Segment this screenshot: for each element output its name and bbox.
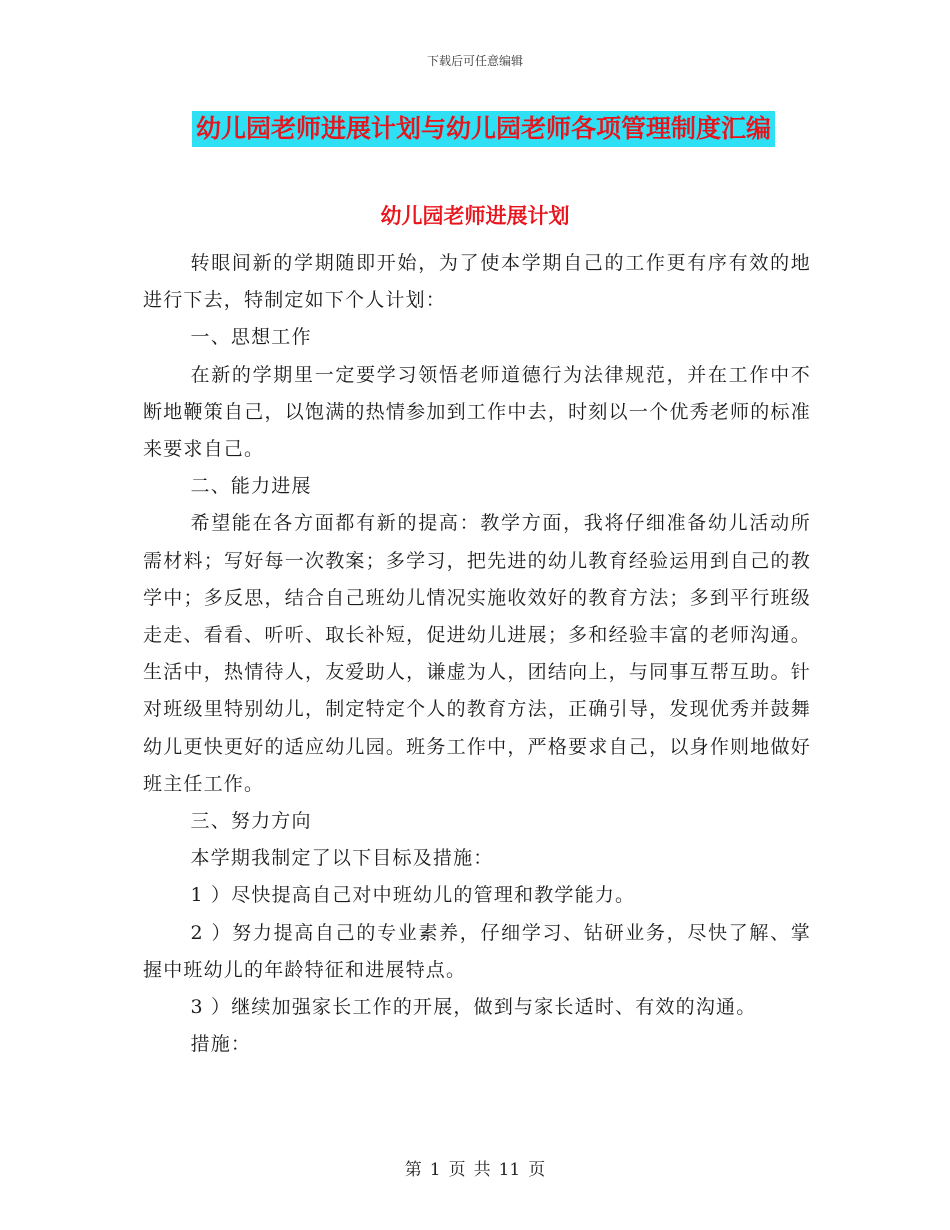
heading-direction: 三、努力方向 [190,810,312,833]
footer-page-word: 页 [448,1160,466,1180]
paragraph-ideology: 在新的学期里一定要学习领悟老师道德行为法律规范，并在工作中不断地鞭策自己，以饱满的热情参加到工作中去，时刻以一个优秀老师的标准来要求自己。 [143,363,811,461]
list-item-goal-1: 1 ）尽快提高自己对中班幼儿的管理和教学能力。 [190,884,636,907]
header-note: 下载后可任意编辑 [426,54,523,68]
page-footer [0,1155,950,1180]
footer-suffix: 页 [528,1160,546,1180]
heading-measures: 措施： [190,1033,252,1056]
list-item-goal-2: 2 ）努力提高自己的专业素养，仔细学习、钻研业务，尽快了解、掌握中班幼儿的年龄特征和进展特点。 [143,921,811,981]
heading-ideology: 一、思想工作 [190,326,312,349]
heading-ability: 二、能力进展 [190,475,312,498]
paragraph-ability: 希望能在各方面都有新的提高：教学方面，我将仔细准备幼儿活动所需材料；写好每一次教案；多学习，把先进的幼儿教育经验运用到自己的教学中；多反思，结合自己班幼儿情况实施收效好的教育方法；多到平行班级走走、看看、听听、取长补短，促进幼儿进展；多和经验丰富的老师沟通。生活中，热情待人，友爱助人，谦虚为人，团结向上，与同事互帮互助。针对班级里特别幼儿，制定特定个人的教育方法，正确引导，发现优秀并鼓舞幼儿更快更好的适应幼儿园。班务工作中，严格要求自己，以身作则地做好班主任工作。 [143,512,811,795]
paragraph-intro: 转眼间新的学期随即开始，为了使本学期自己的工作更有序有效的地进行下去，特制定如下个人计划： [143,252,811,312]
footer-prefix: 第 [404,1160,422,1180]
list-item-goal-3: 3 ）继续加强家长工作的开展，做到与家长适时、有效的沟通。 [190,996,757,1019]
footer-total-word: 共 [473,1160,491,1180]
paragraph-goals-intro: 本学期我制定了以下目标及措施： [190,847,494,870]
footer-page-number: 1 [429,1160,441,1180]
section-title: 幼儿园老师进展计划 [380,204,570,228]
document-title: 幼儿园老师进展计划与幼儿园老师各项管理制度汇编 [192,111,775,147]
footer-total-pages: 11 [498,1160,521,1180]
document-body [143,245,811,1063]
